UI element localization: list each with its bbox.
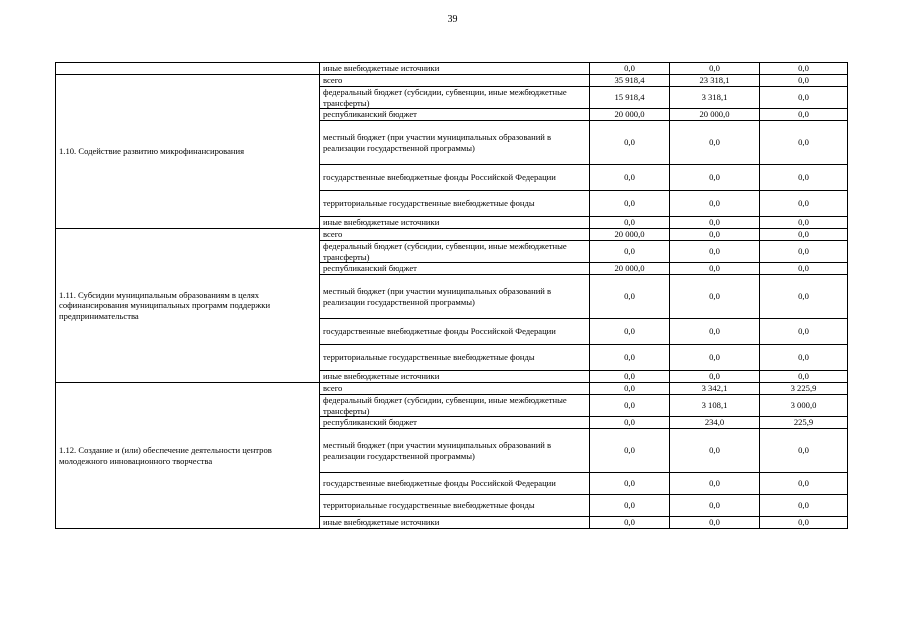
funding-source: территориальные государственные внебюджетные фонды: [320, 191, 590, 217]
value-col2: 0,0: [670, 63, 760, 75]
value-col1: 0,0: [590, 473, 670, 495]
funding-source: республиканский бюджет: [320, 109, 590, 121]
value-col1: 0,0: [590, 417, 670, 429]
value-col3: 3 225,9: [760, 383, 848, 395]
page-number: 39: [447, 14, 458, 25]
value-col2: 0,0: [670, 495, 760, 517]
value-col2: 0,0: [670, 429, 760, 473]
value-col1: 0,0: [590, 371, 670, 383]
value-col1: 20 000,0: [590, 263, 670, 275]
funding-source: федеральный бюджет (субсидии, субвенции, иные межбюджетные трансферты): [320, 87, 590, 109]
value-col2: 0,0: [670, 165, 760, 191]
value-col3: 0,0: [760, 517, 848, 529]
funding-source: иные внебюджетные источники: [320, 371, 590, 383]
funding-source: всего: [320, 383, 590, 395]
program-cell: [56, 63, 320, 75]
value-col3: 0,0: [760, 63, 848, 75]
value-col3: 0,0: [760, 473, 848, 495]
value-col3: 0,0: [760, 429, 848, 473]
value-col2: 0,0: [670, 345, 760, 371]
value-col2: 3 318,1: [670, 87, 760, 109]
value-col2: 0,0: [670, 217, 760, 229]
funding-source: местный бюджет (при участии муниципальных образований в реализации государственной программы): [320, 121, 590, 165]
value-col3: 0,0: [760, 165, 848, 191]
funding-source: местный бюджет (при участии муниципальных образований в реализации государственной программы): [320, 429, 590, 473]
funding-source: всего: [320, 229, 590, 241]
funding-source: иные внебюджетные источники: [320, 517, 590, 529]
value-col3: 3 000,0: [760, 395, 848, 417]
value-col1: 0,0: [590, 345, 670, 371]
funding-source: федеральный бюджет (субсидии, субвенции, иные межбюджетные трансферты): [320, 395, 590, 417]
value-col3: 0,0: [760, 191, 848, 217]
value-col2: 0,0: [670, 275, 760, 319]
funding-source: республиканский бюджет: [320, 263, 590, 275]
funding-source: территориальные государственные внебюджетные фонды: [320, 495, 590, 517]
value-col1: 0,0: [590, 517, 670, 529]
value-col1: 20 000,0: [590, 229, 670, 241]
value-col3: 0,0: [760, 109, 848, 121]
budget-table: [55, 62, 848, 529]
value-col2: 20 000,0: [670, 109, 760, 121]
value-col1: 0,0: [590, 429, 670, 473]
funding-source: государственные внебюджетные фонды Российской Федерации: [320, 473, 590, 495]
value-col1: 0,0: [590, 495, 670, 517]
value-col2: 0,0: [670, 517, 760, 529]
funding-source: местный бюджет (при участии муниципальных образований в реализации государственной программы): [320, 275, 590, 319]
value-col1: 0,0: [590, 121, 670, 165]
value-col1: 0,0: [590, 275, 670, 319]
funding-source: иные внебюджетные источники: [320, 217, 590, 229]
value-col2: 234,0: [670, 417, 760, 429]
funding-source: государственные внебюджетные фонды Российской Федерации: [320, 319, 590, 345]
value-col1: 0,0: [590, 395, 670, 417]
value-col1: 0,0: [590, 241, 670, 263]
value-col2: 0,0: [670, 191, 760, 217]
value-col2: 0,0: [670, 241, 760, 263]
table-row: [56, 383, 848, 395]
value-col3: 0,0: [760, 371, 848, 383]
value-col1: 0,0: [590, 165, 670, 191]
table-row: [56, 229, 848, 241]
value-col2: 0,0: [670, 121, 760, 165]
value-col1: 15 918,4: [590, 87, 670, 109]
value-col2: 0,0: [670, 319, 760, 345]
funding-source: иные внебюджетные источники: [320, 63, 590, 75]
program-cell: 1.11. Субсидии муниципальным образованиям в целях софинансирования муниципальных программ поддержки предпринимательства: [56, 229, 320, 383]
value-col3: 0,0: [760, 241, 848, 263]
value-col3: 0,0: [760, 217, 848, 229]
funding-source: государственные внебюджетные фонды Российской Федерации: [320, 165, 590, 191]
value-col3: 0,0: [760, 345, 848, 371]
value-col2: 0,0: [670, 371, 760, 383]
value-col2: 0,0: [670, 473, 760, 495]
value-col1: 0,0: [590, 383, 670, 395]
program-cell: 1.10. Содействие развитию микрофинансирования: [56, 75, 320, 229]
funding-source: территориальные государственные внебюджетные фонды: [320, 345, 590, 371]
value-col3: 0,0: [760, 275, 848, 319]
value-col2: 0,0: [670, 229, 760, 241]
value-col2: 23 318,1: [670, 75, 760, 87]
value-col1: 0,0: [590, 63, 670, 75]
value-col1: 0,0: [590, 217, 670, 229]
funding-source: республиканский бюджет: [320, 417, 590, 429]
value-col1: 0,0: [590, 191, 670, 217]
value-col2: 3 342,1: [670, 383, 760, 395]
value-col3: 0,0: [760, 121, 848, 165]
funding-source: всего: [320, 75, 590, 87]
value-col3: 0,0: [760, 87, 848, 109]
value-col1: 20 000,0: [590, 109, 670, 121]
value-col2: 3 108,1: [670, 395, 760, 417]
value-col3: 0,0: [760, 495, 848, 517]
funding-source: федеральный бюджет (субсидии, субвенции, иные межбюджетные трансферты): [320, 241, 590, 263]
value-col3: 225,9: [760, 417, 848, 429]
value-col3: 0,0: [760, 319, 848, 345]
value-col3: 0,0: [760, 229, 848, 241]
value-col2: 0,0: [670, 263, 760, 275]
program-cell: 1.12. Создание и (или) обеспечение деятельности центров молодежного инновационного творчества: [56, 383, 320, 529]
value-col3: 0,0: [760, 75, 848, 87]
value-col1: 0,0: [590, 319, 670, 345]
table-row: [56, 63, 848, 75]
table-row: [56, 75, 848, 87]
value-col1: 35 918,4: [590, 75, 670, 87]
value-col3: 0,0: [760, 263, 848, 275]
